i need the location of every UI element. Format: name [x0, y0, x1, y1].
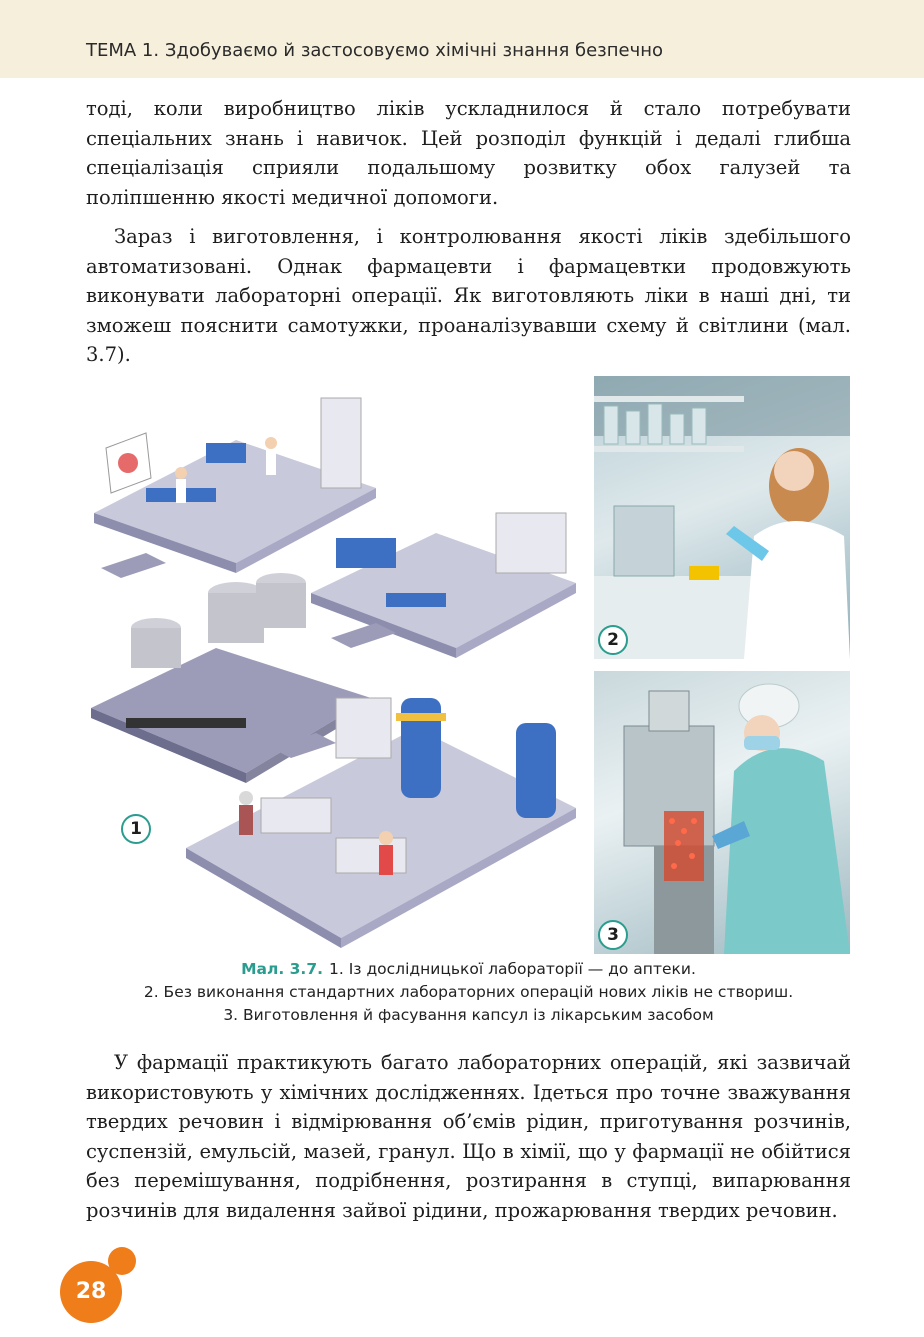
- caption-line-2: 2. Без виконання стандартних лабораторних операцій нових ліків не створиш.: [143, 983, 794, 1001]
- caption-line-3: 3. Виготовлення й фасування капсул із лікарським засобом: [223, 1006, 714, 1024]
- paragraph-3-text: У фармації практикують багато лабораторних операцій, які зазвичай використовують у хімічних дослідженнях. Ідеться про точне зважування твердих речовин і відмірювання об’ємів рідин, приготування розчинів, суспензій, емульсій, мазей, гранул. Що в хімії, що у фармації не обійтися без перемішування, подрібнення, розтирання в ступці, випарювання розчинів для видалення зайвої рідини, прожарювання твердих речовин.: [86, 1051, 851, 1222]
- lab-photo-scientist: [594, 376, 850, 659]
- header-title: ТЕМА 1. Здобуваємо й застосовуємо хімічні знання безпечно: [86, 40, 664, 61]
- page-number: 28: [75, 1279, 107, 1304]
- isometric-pharma-illustration: [86, 378, 586, 953]
- lab-scene-drawing: [594, 376, 850, 659]
- paragraph-1-text: тоді, коли виробництво ліків ускладнилося й стало потребувати спеціальних знань і навичок. Цей розподіл функцій і дедалі глибша спеціалізація сприяли подальшому розвитку обох галузей та поліпшенню якості медичної допомоги.: [86, 97, 851, 209]
- production-scene-drawing: [594, 671, 850, 954]
- paragraph-2: [86, 222, 851, 370]
- page-header: [0, 0, 924, 78]
- caption-label: Мал. 3.7.: [241, 960, 323, 978]
- figure-badge-1: 1: [121, 814, 151, 844]
- caption-line-1: 1. Із дослідницької лабораторії — до аптеки.: [329, 960, 696, 978]
- paragraph-3: [86, 1048, 851, 1225]
- figure-badge-3: 3: [598, 920, 628, 950]
- figure-badge-2: 2: [598, 625, 628, 655]
- capsule-production-photo: [594, 671, 850, 954]
- figure-caption: [86, 958, 851, 1027]
- paragraph-2-text: Зараз і виготовлення, і контролювання якості ліків здебільшого автоматизовані. Однак фармацевти і фармацевтки продовжують виконувати лабораторні операції. Як виготовляють ліки в наші дні, ти зможеш пояснити самотужки, проаналізувавши схему й світлини (мал. 3.7).: [86, 225, 851, 366]
- paragraph-1: [86, 94, 851, 212]
